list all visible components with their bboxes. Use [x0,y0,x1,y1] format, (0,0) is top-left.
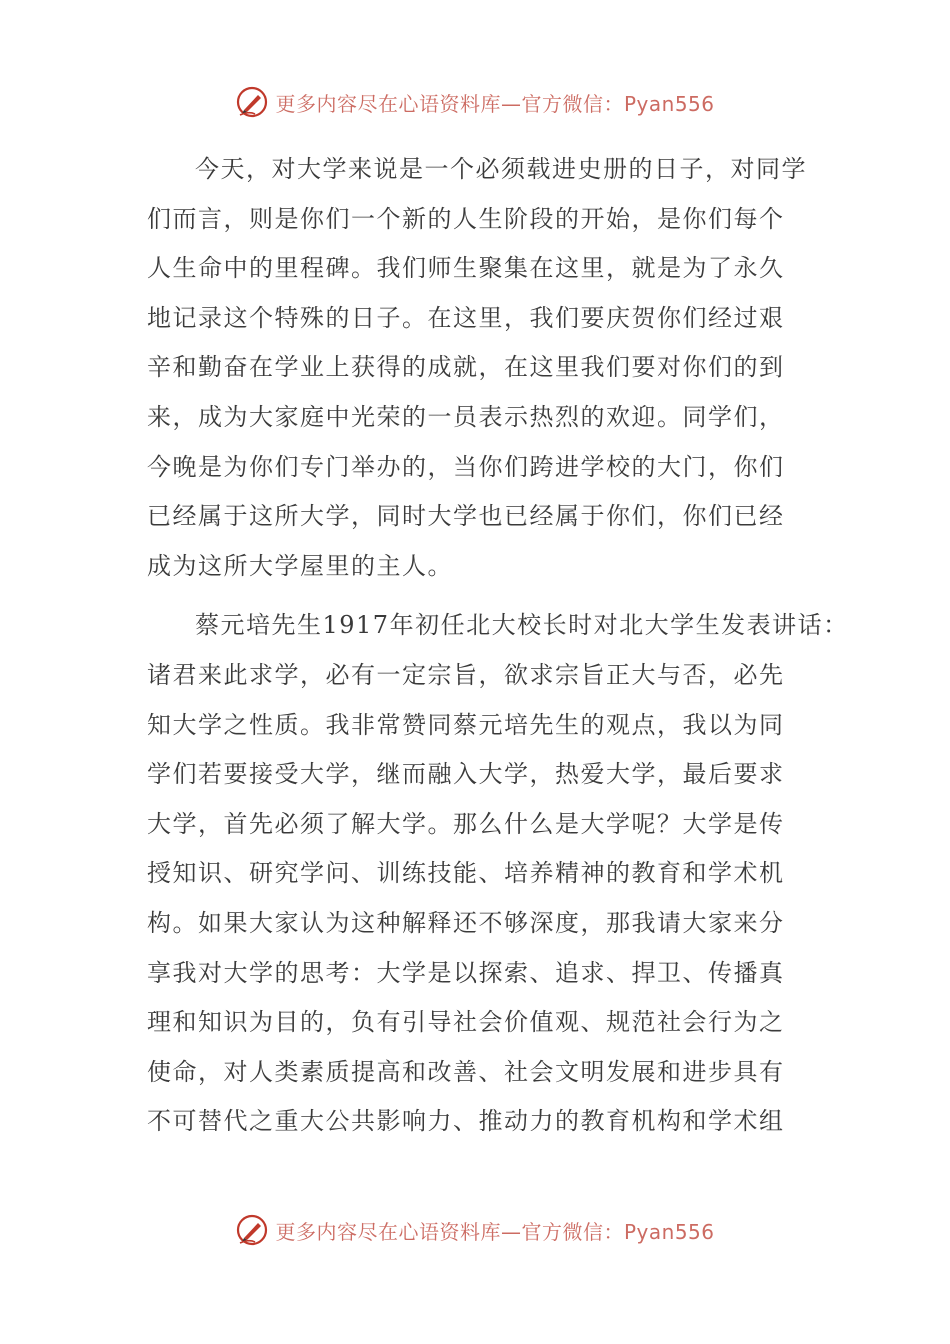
text-line: 诸君来此求学，必有一定宗旨，欲求宗旨正大与否，必先 [147,660,785,689]
text-line: 大学，首先必须了解大学。那么什么是大学呢？大学是传 [147,809,785,838]
footer-banner [0,1210,950,1250]
pen-logo-icon [235,85,269,119]
footer-banner-content [235,1213,714,1247]
text-line: 构。如果大家认为这种解释还不够深度，那我请大家来分 [147,908,785,937]
paragraph-1 [147,145,807,591]
text-line: 授知识、研究学问、训练技能、培养精神的教育和学术机 [147,859,785,888]
text-line: 已经属于这所大学，同时大学也已经属于你们，你们已经 [147,502,785,531]
text-line: 学们若要接受大学，继而融入大学，热爱大学，最后要求 [147,760,785,789]
text-line: 不可替代之重大公共影响力、推动力的教育机构和学术组 [147,1107,785,1136]
text-line: 辛和勤奋在学业上获得的成就，在这里我们要对你们的到 [147,353,785,382]
text-line: 来，成为大家庭中光荣的一员表示热烈的欢迎。同学们， [147,402,785,431]
text-line: 今天，对大学来说是一个必须载进史册的日子，对同学 [195,155,807,183]
text-line: 蔡元培先生1917年初任北大校长时对北大学生发表讲话： [195,611,849,640]
header-wechat-id: Pyan556 [623,91,715,116]
document-body [147,145,849,1147]
text-line: 使命，对人类素质提高和改善、社会文明发展和进步具有 [147,1057,785,1086]
pen-logo-icon [235,1213,269,1247]
footer-banner-label: 更多内容尽在心语资料库—官方微信： [275,1219,624,1244]
text-line: 们而言，则是你们一个新的人生阶段的开始，是你们每个 [147,204,785,233]
text-line: 知大学之性质。我非常赞同蔡元培先生的观点，我以为同 [147,710,785,739]
footer-wechat-id: Pyan556 [623,1219,715,1244]
text-line: 享我对大学的思考：大学是以探索、追求、捍卫、传播真 [147,958,785,987]
text-line: 今晚是为你们专门举办的，当你们跨进学校的大门，你们 [147,452,785,481]
header-banner-text [275,88,714,117]
paragraph-2 [147,601,849,1147]
header-banner-label: 更多内容尽在心语资料库—官方微信： [275,91,624,116]
text-line: 人生命中的里程碑。我们师生聚集在这里，就是为了永久 [147,254,785,283]
header-banner [0,82,950,122]
footer-banner-text [275,1216,714,1245]
header-banner-content [235,85,714,119]
text-line: 地记录这个特殊的日子。在这里，我们要庆贺你们经过艰 [147,303,785,332]
text-line: 理和知识为目的，负有引导社会价值观、规范社会行为之 [147,1008,785,1037]
text-line: 成为这所大学屋里的主人。 [147,551,453,580]
